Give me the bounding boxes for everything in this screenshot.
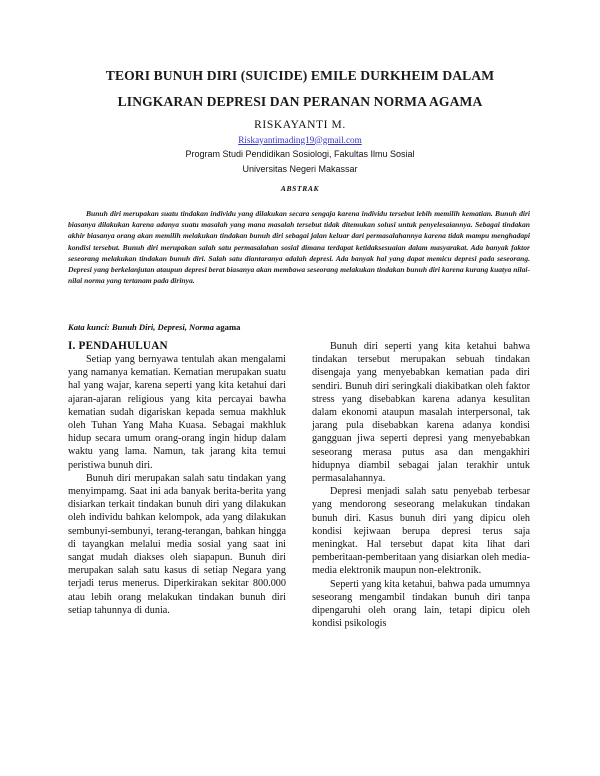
paper-title-line-2: LINGKARAN DEPRESI DAN PERANAN NORMA AGAMA <box>117 94 483 109</box>
body-paragraph: Bunuh diri merupakan salah satu tindakan yang menyimpamg. Saat ini ada banyak berita-berita yang disiarkan terkait tindakan bunuh diri yang dilakukan oleh individu bahkan kelompok, ada yang dilakukan sembunyi-sembunyi, terang-terangan, bahkan hingga di tayangkan melalui media sosial yang saat ini sangat mudah diakses oleh siapapun. Bunuh diri merupakan salah satu kasus di setiap Negara yang terjadi terus menerus. Diperkirakan sekitar 800.000 atau lebih orang melakukan tindakan bunuh diri setiap tahunnya di dunia. <box>68 472 286 616</box>
right-column <box>312 340 530 630</box>
author-university: Universitas Negeri Makassar <box>242 163 358 174</box>
author-program: Program Studi Pendidikan Sosiologi, Fakultas Ilmu Sosial <box>185 149 415 159</box>
abstract-text: Bunuh diri merupakan suatu tindakan individu yang dilakukan secara sengaja karena individu tersebut lebih memilih kematian. Bunuh diri biasanya dilakukan karena adanya suatu masalah yang mana masalah tersebut tidak ditemukan solusi untuk penyelesaiannya. Sebagai tindakan akhir biasanya orang akan memilih melakukan tindakan bunuh diri sebagai jalan keluar dari permasalahannya karena tidak mampu menghadapi kondisi tersebut. Bunuh diri merupakan salah satu permasalahan sosial dimana terdapat ketidaksesuaian dalam masyarakat. Ada banyak faktor seseorang melakukan tindakan bunuh diri. Salah satu diantaranya adalah depresi. Ada banyak hal yang dapat memicu depresi pada seseorang. Depresi yang berkelanjutan ataupun depresi berat biasanya akan membawa seseorang melakukan tindakan bunuh diri karena kurang kuatya nilai- nilai norma yang tertanam pada dirinya. <box>68 209 530 286</box>
keywords <box>68 322 348 332</box>
section-heading: I. PENDAHULUAN <box>68 340 168 352</box>
author-block <box>100 118 500 176</box>
author-email-link[interactable]: Riskayantimading19@gmail.com <box>238 134 362 145</box>
body-paragraph: Bunuh diri seperti yang kita ketahui bahwa tindakan tersebut merupakan sebuah tindakan disengaja yang menyebabkan kematian pada diri sendiri. Bunuh diri seringkali diakibatkan oleh faktor stress yang disebabkan karena adanya kesulitan dalam ekonomi ataupun masalah interpersonal, tak jarang pula disebabkan karena adanya kondisi gangguan jiwa seperti depresi yang menyebabkan seseorang merasa putus asa dan mengakhiri hidupnya diambil sebagai jalan terakhir untuk permasalahannya. <box>312 341 530 485</box>
left-column <box>68 340 286 617</box>
body-paragraph: Seperti yang kita ketahui, bahwa pada umumnya seseorang mengambil tindakan bunuh diri tanpa dipengaruhi oleh orang lain, tetapi dipicu oleh kondisi psikologis <box>312 578 530 630</box>
paper-title-line-1: TEORI BUNUH DIRI (SUICIDE) EMILE DURKHEIM DALAM <box>105 68 495 83</box>
keywords-label: Kata kunci: Bunuh Diri, Depresi, Norma <box>68 322 214 332</box>
body-paragraph: Setiap yang bernyawa tentulah akan mengalami yang namanya kematian. Kematian merupakan suatu hal yang wajar, karena seperti yang kita ketahui dari ajaran-ajaran religious yang kita percayai bawha kematian sudah digariskan kepada semua makhluk oleh Tuhan Yang Maha Kuasa. Sebagai makhluk hidup secara umum orang-orang ingin hidup dalam waktu yang lama. Namun, tak jarang kita temui peristiwa bunuh diri. <box>68 354 286 471</box>
abstract-heading: ABSTRAK <box>280 184 320 193</box>
body-paragraph: Depresi menjadi salah satu penyebab terbesar yang mendorong seseorang melakukan tindakan bunuh diri. Kasus bunuh diri yang dipicu oleh kondisi kejiwaan berupa depresi terus saja meningkat. Hal tersebut dapat kita lihat dari pemberitaan-pemberitaan yang disiarkan oleh media-media elektronik maupun non-elektronik. <box>312 486 530 577</box>
keywords-tail: agama <box>216 322 241 332</box>
author-name: RISKAYANTI M. <box>254 119 346 131</box>
